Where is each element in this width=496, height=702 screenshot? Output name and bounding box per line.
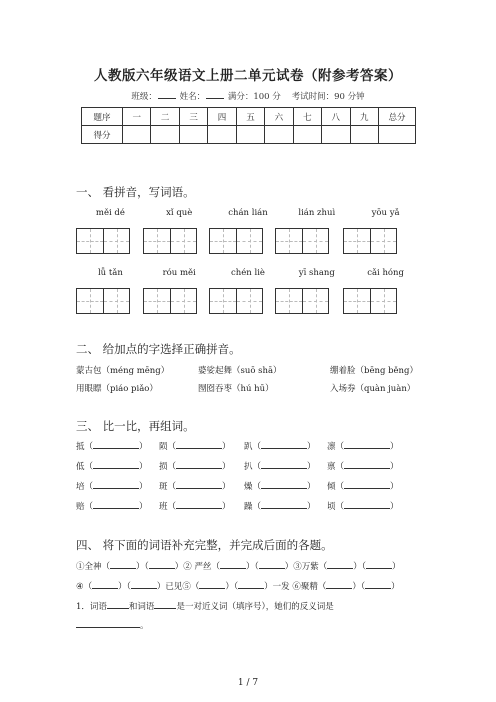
pinyin-choice: 囫囵吞枣（hú hū）	[198, 384, 274, 394]
answer-blank[interactable]	[220, 560, 246, 569]
pinyin-choice: 蒙古包（méng mēng）	[76, 366, 170, 376]
page-number: 1 / 7	[237, 678, 259, 688]
table-cell: 七	[293, 108, 321, 126]
paren-close: ）	[307, 462, 316, 472]
pinyin-label: měi dé	[95, 208, 125, 218]
pinyin-label: lǚ tǎn	[97, 268, 123, 278]
class-label: 班级：	[131, 92, 157, 102]
pinyin-label: chán lián	[228, 208, 268, 218]
pinyin-label: cǎi hóng	[367, 268, 404, 278]
paren-open: （	[84, 462, 94, 472]
compare-word-item	[76, 460, 148, 472]
question-1-continued	[76, 619, 149, 631]
paren-open: （	[167, 462, 177, 472]
compare-word-item	[327, 480, 399, 492]
table-cell: 题序	[82, 108, 123, 126]
answer-blank[interactable]	[344, 440, 390, 449]
paren-close: ）	[139, 502, 148, 512]
answer-blank[interactable]	[344, 480, 390, 489]
answer-blank[interactable]	[93, 460, 139, 469]
score-input-cell[interactable]	[379, 126, 416, 144]
compare-word-item	[159, 500, 231, 512]
answer-blank[interactable]	[326, 580, 352, 589]
text-fragment: ）	[392, 562, 401, 572]
text-fragment: 是一对近义词（填序号），她们的反义词是	[176, 602, 334, 612]
name-label: 姓名：	[179, 92, 206, 102]
score-table-header-row	[82, 108, 416, 126]
compare-word-item	[159, 440, 231, 452]
writing-grid[interactable]	[343, 288, 397, 314]
paren-open: （	[167, 442, 177, 452]
paren-open: （	[167, 482, 177, 492]
answer-blank[interactable]	[93, 440, 139, 449]
text-fragment: ）（	[352, 582, 366, 592]
character: 凛	[327, 442, 336, 452]
compare-word-item	[159, 480, 231, 492]
paren-close: ）	[390, 482, 399, 492]
score-input-cell[interactable]	[322, 126, 350, 144]
table-cell: 四	[208, 108, 236, 126]
paren-close: ）	[390, 442, 399, 452]
character: 陨	[159, 442, 168, 452]
character: 低	[76, 462, 85, 472]
writing-grid[interactable]	[76, 288, 130, 314]
text-fragment: ）已见⑤（	[156, 582, 200, 592]
paren-open: （	[252, 462, 262, 472]
table-cell: 三	[179, 108, 207, 126]
table-cell: 五	[236, 108, 264, 126]
answer-blank[interactable]	[261, 440, 307, 449]
compare-word-item	[76, 500, 148, 512]
answer-blank[interactable]	[238, 580, 264, 589]
paren-close: ）	[222, 442, 231, 452]
paren-close: ）	[222, 482, 231, 492]
section-1-heading: 一、 看拼音，写词语。	[76, 185, 195, 199]
answer-blank[interactable]	[110, 560, 136, 569]
pinyin-label: róu měi	[162, 268, 196, 278]
compare-word-item	[76, 480, 148, 492]
paren-open: （	[335, 482, 345, 492]
score-input-cell[interactable]	[208, 126, 236, 144]
character: 班	[159, 502, 168, 512]
character: 培	[76, 482, 85, 492]
answer-blank[interactable]	[93, 500, 139, 509]
time-text: 考试时间：90 分钟	[291, 92, 365, 102]
answer-blank[interactable]	[176, 500, 222, 509]
pinyin-label: chén liè	[231, 268, 265, 278]
answer-blank[interactable]	[344, 500, 390, 509]
pinyin-label: lián zhuì	[298, 208, 336, 218]
answer-blank[interactable]	[261, 480, 307, 489]
character: 躁	[244, 502, 253, 512]
text-fragment: ）一发 ⑥聚精（	[264, 582, 327, 592]
idiom-line-2	[76, 580, 400, 592]
table-cell: 九	[350, 108, 379, 126]
answer-blank[interactable]	[176, 440, 222, 449]
text-fragment: ）（	[136, 562, 149, 572]
score-text: 满分：100 分	[227, 92, 281, 102]
pinyin-choice: 婆娑起舞（suō shā）	[198, 366, 282, 376]
section-2-heading: 二、 给加点的字选择正确拼音。	[76, 342, 241, 356]
writing-grid[interactable]	[209, 228, 263, 254]
paren-close: ）	[390, 502, 399, 512]
paren-open: （	[335, 462, 345, 472]
text-fragment: 。	[140, 621, 149, 631]
pinyin-label: xǐ què	[166, 208, 193, 218]
score-table	[81, 107, 416, 144]
class-blank	[158, 90, 176, 99]
answer-blank[interactable]	[261, 500, 307, 509]
text-fragment: ）	[391, 582, 400, 592]
answer-blank[interactable]	[365, 580, 391, 589]
answer-blank[interactable]	[261, 460, 307, 469]
compare-word-item	[244, 480, 316, 492]
paren-close: ）	[390, 462, 399, 472]
compare-word-item	[244, 460, 316, 472]
paren-close: ）	[139, 482, 148, 492]
exam-title: 人教版六年级语文上册二单元试卷（附参考答案）	[94, 68, 402, 84]
pinyin-row-2	[76, 268, 420, 278]
text-fragment: ）（	[245, 562, 259, 572]
text-fragment: ）③万紫（	[284, 562, 328, 572]
score-input-cell[interactable]	[350, 126, 379, 144]
table-cell: 总分	[379, 108, 416, 126]
text-fragment: 1．词语	[76, 602, 107, 612]
section-3-heading: 三、 比一比，再组词。	[76, 419, 195, 433]
character: 抵	[76, 442, 85, 452]
compare-word-item	[327, 500, 399, 512]
table-cell: 一	[123, 108, 151, 126]
section-4-heading: 四、 将下面的词语补充完整，并完成后面的各题。	[76, 538, 333, 552]
character: 赔	[76, 502, 85, 512]
paren-close: ）	[307, 482, 316, 492]
exam-info	[0, 90, 496, 102]
character: 斑	[159, 482, 168, 492]
text-fragment: ）（	[225, 582, 239, 592]
paren-close: ）	[307, 502, 316, 512]
answer-blank[interactable]	[131, 580, 157, 589]
score-table-score-row	[82, 126, 416, 144]
score-input-cell[interactable]	[151, 126, 179, 144]
answer-blank[interactable]	[259, 560, 285, 569]
answer-blank[interactable]	[149, 560, 175, 569]
score-input-cell[interactable]	[265, 126, 293, 144]
table-cell: 得分	[82, 126, 123, 144]
answer-blank[interactable]	[107, 600, 129, 609]
text-fragment: 和词语	[128, 602, 155, 612]
answer-blank[interactable]	[176, 460, 222, 469]
paren-close: ）	[307, 442, 316, 452]
character: 扒	[244, 462, 253, 472]
writing-grid[interactable]	[209, 288, 263, 314]
score-input-cell[interactable]	[293, 126, 321, 144]
answer-blank[interactable]	[366, 560, 392, 569]
writing-grid[interactable]	[76, 228, 130, 254]
idiom-line-1	[76, 560, 401, 572]
paren-close: ）	[139, 462, 148, 472]
character: 禀	[327, 462, 336, 472]
compare-word-item	[159, 460, 231, 472]
table-cell: 六	[265, 108, 293, 126]
paren-open: （	[84, 482, 94, 492]
compare-word-item	[76, 440, 148, 452]
compare-word-item	[244, 500, 316, 512]
answer-blank[interactable]	[92, 580, 118, 589]
character: 趴	[244, 442, 253, 452]
compare-word-item	[244, 440, 316, 452]
text-fragment: ①全神（	[76, 562, 111, 572]
text-fragment: ④（	[76, 582, 93, 592]
answer-blank[interactable]	[176, 480, 222, 489]
table-cell: 八	[322, 108, 350, 126]
table-cell: 二	[151, 108, 179, 126]
answer-blank[interactable]	[76, 619, 140, 628]
character: 燥	[244, 482, 253, 492]
pinyin-row-1	[76, 208, 420, 218]
compare-word-item	[327, 460, 399, 472]
paren-open: （	[335, 442, 345, 452]
paren-open: （	[84, 442, 94, 452]
character: 损	[159, 462, 168, 472]
pinyin-choice: 绷着脸（bēng běng）	[330, 366, 418, 376]
writing-grid[interactable]	[275, 228, 329, 254]
answer-blank[interactable]	[154, 600, 176, 609]
answer-blank[interactable]	[344, 460, 390, 469]
pinyin-choice: 用眼瞟（piáo piǎo）	[76, 384, 158, 394]
paren-open: （	[252, 502, 262, 512]
writing-grid[interactable]	[343, 228, 397, 254]
score-input-cell[interactable]	[236, 126, 264, 144]
score-input-cell[interactable]	[123, 126, 151, 144]
writing-grid[interactable]	[143, 288, 197, 314]
text-fragment: ）（	[118, 582, 131, 592]
answer-blank[interactable]	[199, 580, 225, 589]
paren-close: ）	[222, 502, 231, 512]
question-1	[76, 600, 334, 612]
pinyin-label: yōu yǎ	[371, 208, 400, 218]
writing-grid[interactable]	[143, 228, 197, 254]
paren-open: （	[335, 502, 345, 512]
compare-word-item	[327, 440, 399, 452]
pinyin-choice: 入场券（quàn juàn）	[330, 384, 416, 394]
text-fragment: ）② 严丝（	[174, 562, 220, 572]
score-input-cell[interactable]	[179, 126, 207, 144]
character: 倾	[327, 482, 336, 492]
answer-blank[interactable]	[327, 560, 353, 569]
pinyin-label: yī shang	[298, 268, 335, 278]
name-blank	[206, 90, 224, 99]
paren-open: （	[84, 502, 94, 512]
text-fragment: ）（	[353, 562, 367, 572]
character: 顷	[327, 502, 336, 512]
writing-grid[interactable]	[275, 288, 329, 314]
answer-blank[interactable]	[93, 480, 139, 489]
paren-open: （	[167, 502, 177, 512]
paren-open: （	[252, 442, 262, 452]
paren-close: ）	[139, 442, 148, 452]
paren-open: （	[252, 482, 262, 492]
paren-close: ）	[222, 462, 231, 472]
